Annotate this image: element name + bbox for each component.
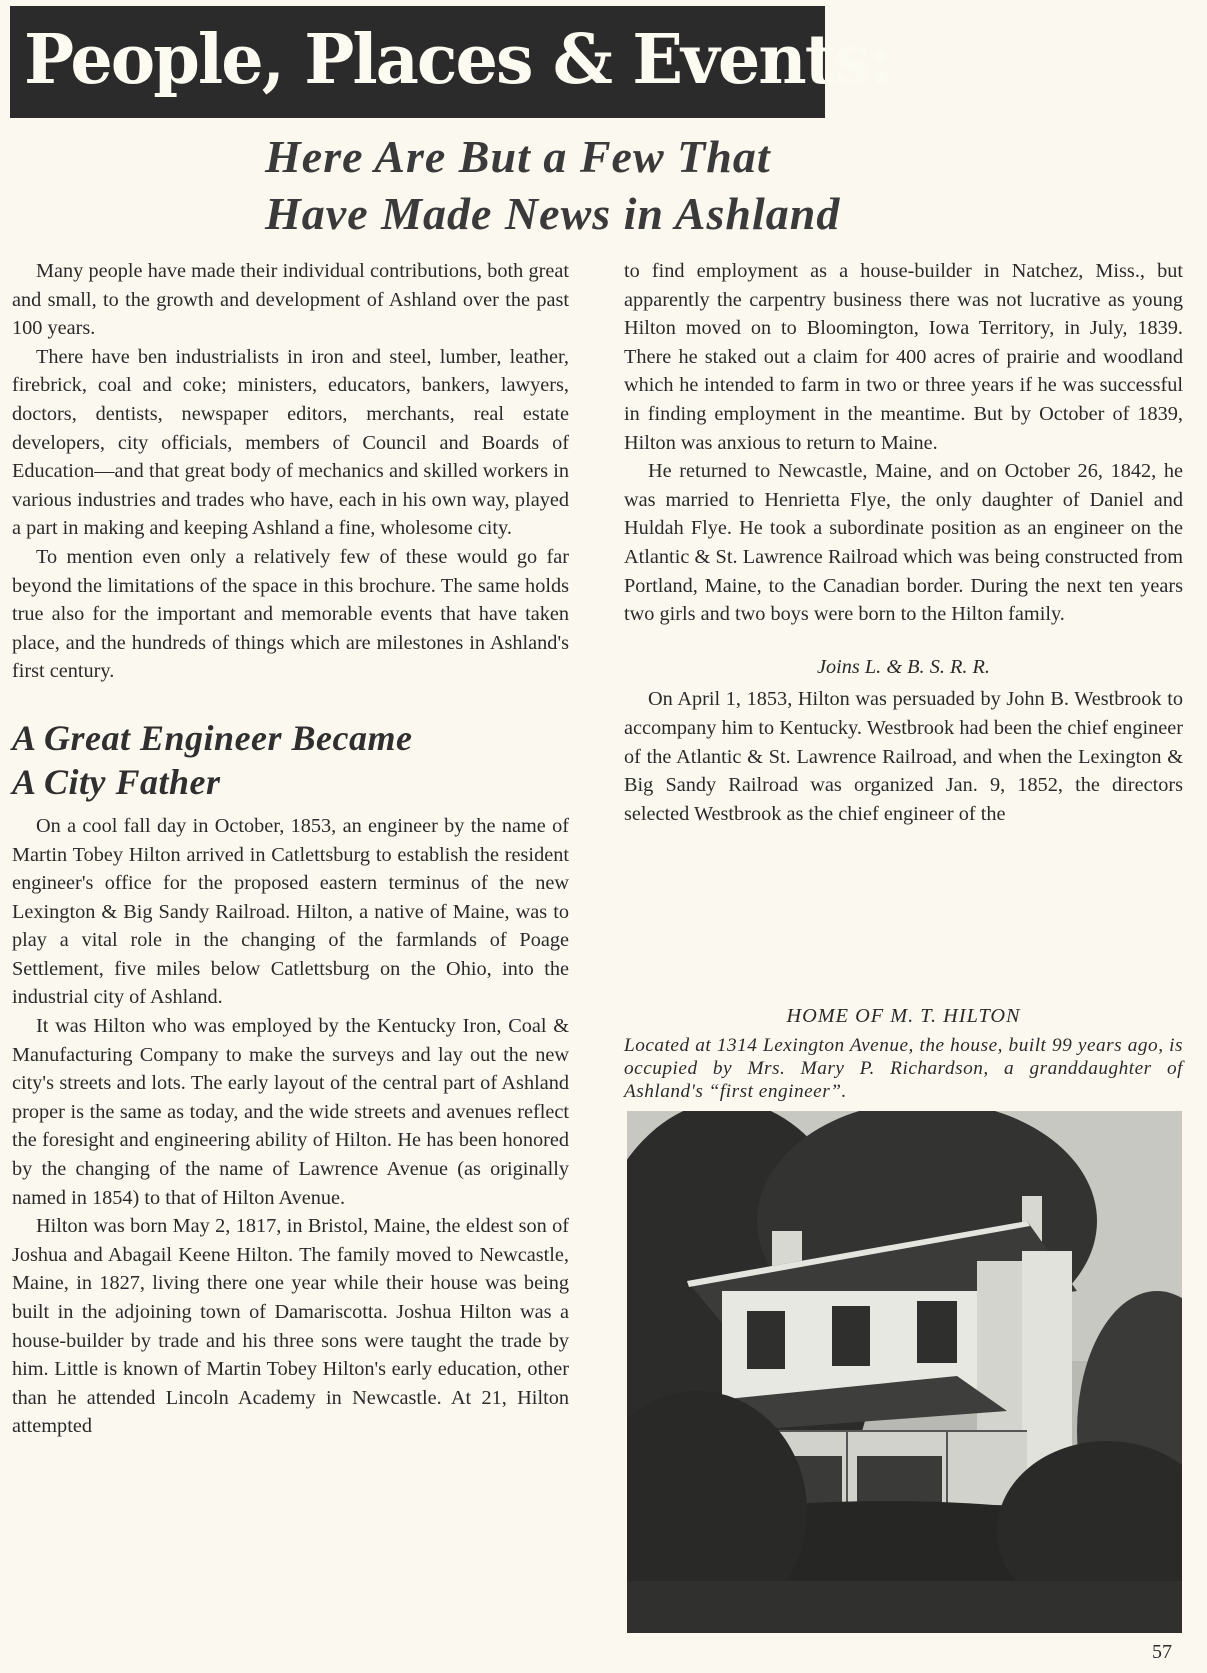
banner-title: People, Places & Events: (24, 20, 892, 100)
subheading (265, 128, 925, 242)
section-heading (12, 716, 569, 804)
right-column (624, 257, 1183, 828)
page-number: 57 (1152, 1641, 1172, 1663)
section-heading-line-2: A City Father (12, 761, 221, 802)
body-paragraph: On a cool fall day in October, 1853, an engineer by the name of Martin Tobey Hilton arrived in Catlettsburg to establish the resident engineer's office for the proposed eastern terminus of the new Lexington & Big Sandy Railroad. Hilton, a native of Maine, was to play a vital role in the changing of the farmlands of Poage Settlement, five miles below Catlettsburg on the Ohio, into the industrial city of Ashland. (12, 814, 569, 1009)
intro-paragraph: There have ben industrialists in iron and steel, lumber, leather, firebrick, coal and coke; ministers, educators, bankers, lawyers, doctors, dentists, newspaper editors, merchants, real estate developers, city officials, members of Council and Boards of Education—and that great body of mechanics and skilled workers in various industries and trades who have, each in his own way, played a part in making and keeping Ashland a fine, wholesome city. (12, 345, 569, 540)
photo-caption-title: HOME OF M. T. HILTON (786, 1005, 1021, 1027)
title-banner (10, 6, 892, 118)
body-paragraph: to find employment as a house-builder in Natchez, Miss., but apparently the carpentry business there was not lucrative as young Hilton moved on to Bloomington, Iowa Territory, in July, 1839. There he staked out a claim for 400 acres of prairie and woodland which he intended to farm in two or three years if he was successful in finding employment in the meantime. But by October of 1839, Hilton was anxious to return to Maine. (624, 260, 1183, 454)
body-paragraph: It was Hilton who was employed by the Kentucky Iron, Coal & Manufacturing Company to make the surveys and lay out the new city's streets and lots. The early layout of the central part of Ashland proper is the same as today, and the wide streets and avenues reflect the foresight and engineering ability of Hilton. He has been honored by the changing of the name of Lawrence Avenue (as originally named in 1854) to that of Hilton Avenue. (12, 1015, 569, 1209)
house-photo-illustration (627, 1111, 1182, 1633)
body-paragraph: Hilton was born May 2, 1817, in Bristol, Maine, the eldest son of Joshua and Abagail Keene Hilton. The family moved to Newcastle, Maine, in 1827, living there one year while their house was being built in the adjoining town of Damariscotta. Joshua Hilton was a house-builder by trade and his three sons were taught the trade by him. Little is known of Martin Tobey Hilton's early education, other than he attended Lincoln Academy in Newcastle. At 21, Hilton attempted (12, 1215, 569, 1438)
house-photo (627, 1111, 1182, 1633)
subheading-line-1: Here Are But a Few That (265, 131, 771, 182)
intro-paragraph: To mention even only a relatively few of these would go far beyond the limitations of the space in this brochure. The same holds true also for the important and memorable events that have taken place, and the hundreds of things which are milestones in Ashland's first century. (12, 545, 569, 683)
body-paragraph: He returned to Newcastle, Maine, and on October 26, 1842, he was married to Henrietta Flye, the only daughter of Daniel and Huldah Flye. He took a subordinate position as an engineer on the Atlantic & St. Lawrence Railroad which was being constructed from Portland, Maine, to the Canadian border. During the next ten years two girls and two boys were born to the Hilton family. (624, 460, 1183, 626)
photo-caption: Located at 1314 Lexington Avenue, the house, built 99 years ago, is occupied by Mrs. Mary P. Richardson, a granddaughter of Ashland's “first engineer”. (624, 1035, 1183, 1102)
subsection-heading: Joins L. & B. S. R. R. (817, 655, 990, 678)
body-paragraph: On April 1, 1853, Hilton was persuaded by John B. Westbrook to accompany him to Kentucky. Westbrook had been the chief engineer of the Atlantic & St. Lawrence Railroad, and when the Lexington & Big Sandy Railroad was organized Jan. 9, 1852, the directors selected Westbrook as the chief engineer of the (624, 688, 1183, 825)
subheading-line-2: Have Made News in Ashland (265, 188, 841, 239)
section-heading-line-1: A Great Engineer Became (12, 717, 413, 758)
left-column (12, 257, 569, 1441)
intro-paragraph: Many people have made their individual contributions, both great and small, to the growth and development of Ashland over the past 100 years. (12, 260, 569, 340)
